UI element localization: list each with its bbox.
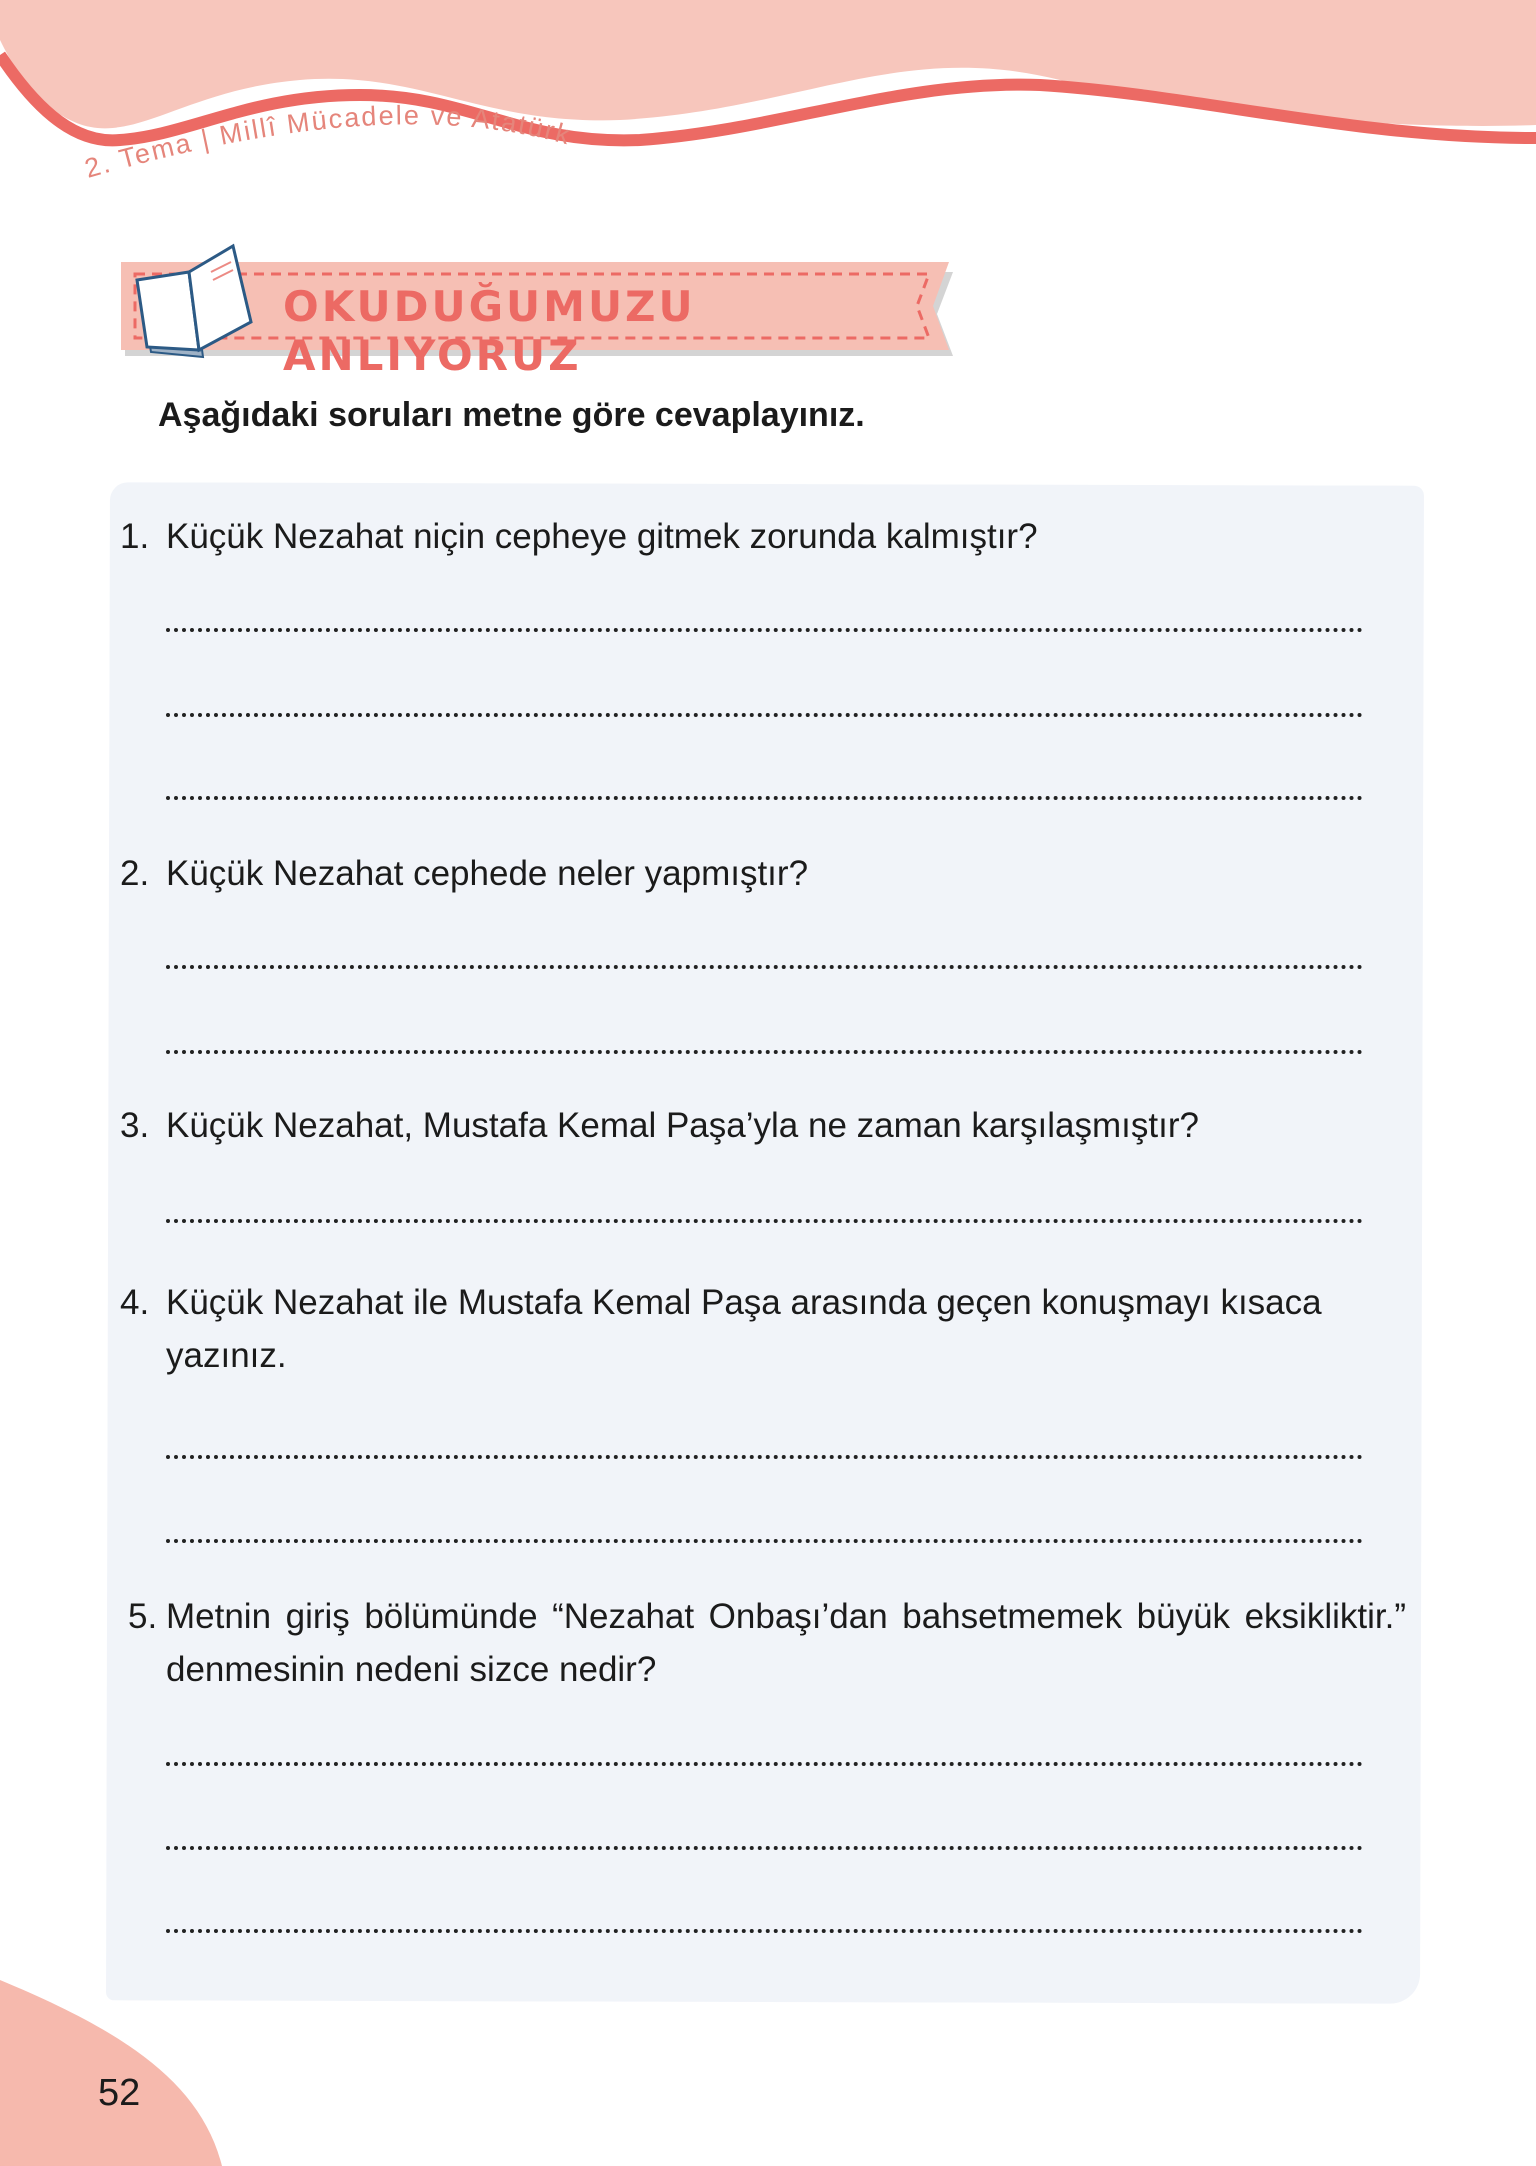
answer-line[interactable] (166, 1846, 1363, 1850)
question-3: 3. Küçük Nezahat, Mustafa Kemal Paşa’yla ne zaman karşılaşmıştır? (120, 1106, 1199, 1145)
section-banner (121, 262, 961, 380)
answer-line[interactable] (166, 1050, 1363, 1054)
questions-card (106, 482, 1424, 2003)
page-number: 52 (98, 2072, 141, 2114)
answer-line[interactable] (166, 1539, 1363, 1543)
answer-line[interactable] (166, 1455, 1363, 1459)
answer-line[interactable] (166, 1929, 1363, 1933)
open-book-icon (131, 242, 261, 362)
answer-line[interactable] (166, 965, 1363, 969)
answer-line[interactable] (166, 796, 1363, 800)
answer-line[interactable] (166, 628, 1363, 632)
question-5: 5. Metnin giriş bölümünde “Nezahat Onbaşı’dan bahsetmemek büyük eksikliktir.” denmesinin nedeni sizce nedir? (128, 1597, 1406, 1689)
answer-line[interactable] (166, 1219, 1363, 1223)
banner-title: OKUDUĞUMUZU ANLIYORUZ (283, 282, 696, 380)
svg-text:2. Tema | Millî Mücadele ve At: 2. Tema | Millî Mücadele ve Atatürk (81, 100, 576, 184)
question-1: 1. Küçük Nezahat niçin cepheye gitmek zorunda kalmıştır? (120, 517, 1038, 556)
instruction-text: Aşağıdaki soruları metne göre cevaplayınız. (158, 396, 865, 434)
question-4: 4. Küçük Nezahat ile Mustafa Kemal Paşa arasında geçen konuşmayı kısaca yazınız. (120, 1283, 1322, 1375)
answer-line[interactable] (166, 1762, 1363, 1766)
theme-label (0, 0, 1536, 260)
answer-line[interactable] (166, 713, 1363, 717)
question-2: 2. Küçük Nezahat cephede neler yapmıştır? (120, 854, 809, 893)
